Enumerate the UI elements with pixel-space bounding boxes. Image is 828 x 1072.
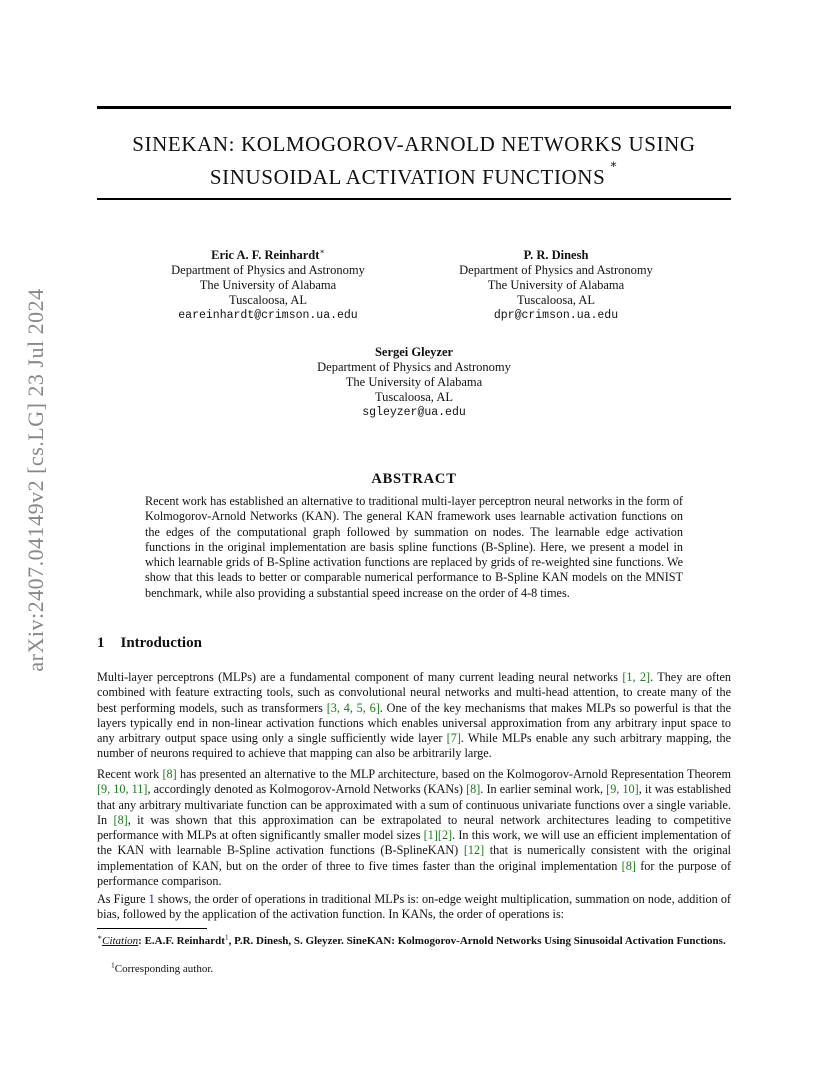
abstract-heading: ABSTRACT bbox=[371, 471, 457, 487]
abstract-text: Recent work has established an alternative to traditional multi-layer perceptron neural networks in the form of Kolmogorov-Arnold Networks (KAN). The general KAN framework uses learnable activation functions on the edges of the computational graph followed by summation on nodes. The learnable edge activation functions in the original implementation are basis spline functions (B-Spline). Here, we present a model in which learnable grids of B-Spline activation functions are replaced by grids of re-weighted sine functions. We show that this leads to better or comparable numerical performance to B-Spline KAN models on the MNIST benchmark, while also providing a substantial speed increase on the order of 4-8 times. bbox=[145, 494, 683, 600]
arxiv-side-stamp: arXiv:2407.04149v2 [cs.LG] 23 Jul 2024 bbox=[23, 288, 48, 672]
footnote-marker: 1 bbox=[111, 960, 115, 970]
author-city: Tuscaloosa, AL bbox=[374, 390, 453, 404]
paragraph-text: , it was shown that this approximation can be extrapolated to neural network architectures leading to competitive performance with MLPs at often significantly smaller model sizes bbox=[97, 812, 731, 843]
paragraph-text: shows, the order of operations in traditional MLPs is: on-edge weight multiplication, summation on node, addition of bias, followed by the application of the activation function. In KANs, the order of operations is: bbox=[97, 892, 731, 922]
author-name: P. R. Dinesh bbox=[523, 248, 589, 262]
author-university: The University of Alabama bbox=[345, 375, 483, 389]
footnote-sup: 1 bbox=[224, 932, 229, 942]
paper-title-line-2: SINUSOIDAL ACTIVATION FUNCTIONS∗ bbox=[209, 157, 619, 189]
paragraph-text: , accordingly denoted as Kolmogorov-Arnold Networks (KANs) bbox=[147, 782, 467, 797]
footnote-text: : E.A.F. Reinhardt bbox=[138, 935, 225, 947]
paper-title-line-1: SINEKAN: KOLMOGOROV-ARNOLD NETWORKS USING bbox=[132, 132, 696, 156]
author-block-reinhardt bbox=[118, 248, 418, 323]
citation-link[interactable]: [8] bbox=[162, 767, 177, 781]
section-title: Introduction bbox=[120, 635, 202, 651]
author-department: Department of Physics and Astronomy bbox=[171, 263, 365, 277]
title-footnote-marker: ∗ bbox=[609, 157, 619, 171]
citation-link[interactable]: [12] bbox=[463, 843, 485, 858]
author-university: The University of Alabama bbox=[487, 278, 625, 292]
footnote-text: , P.R. Dinesh, S. Gleyzer. SineKAN: Kolmogorov-Arnold Networks Using Sinusoidal Activation Functions. bbox=[228, 935, 726, 947]
section-number: 1 bbox=[97, 635, 105, 651]
figure-link[interactable]: 1 bbox=[148, 892, 155, 906]
paragraph-text: . One of the key mechanisms that makes MLPs so powerful is that the layers typically end in non-linear activation functions which enables universal approximation from any arbitrary input space to any arbitrary output space using only a single sufficiently wide layer bbox=[97, 700, 731, 746]
citation-link[interactable]: [8] bbox=[113, 812, 128, 827]
author-block-gleyzer bbox=[264, 345, 564, 420]
footnote-marker: ∗ bbox=[97, 932, 103, 942]
paragraph-text: As Figure bbox=[97, 892, 149, 906]
author-marker: ∗ bbox=[319, 246, 325, 256]
author-department: Department of Physics and Astronomy bbox=[459, 263, 653, 277]
title-top-rule bbox=[97, 106, 731, 109]
intro-paragraph-3 bbox=[97, 892, 731, 923]
author-university: The University of Alabama bbox=[199, 278, 337, 292]
footnote-rule bbox=[97, 928, 207, 929]
paragraph-text: . In this work, we will use an efficient implementation of the KAN with learnable B-Spline activation functions (B-SplineKAN) bbox=[97, 828, 731, 858]
author-email[interactable]: eareinhardt@crimson.ua.edu bbox=[178, 309, 358, 322]
paragraph-text: , it was established that any arbitrary multivariate function can be approximated with a sum of continuous univariate functions over a single variable. In bbox=[97, 782, 731, 827]
footnote-citation bbox=[97, 932, 731, 948]
paragraph-text: has presented an alternative to the MLP architecture, based on the Kolmogorov-Arnold Representation Theorem bbox=[176, 767, 731, 781]
author-email[interactable]: dpr@crimson.ua.edu bbox=[493, 309, 619, 322]
author-name: Eric A. F. Reinhardt bbox=[211, 248, 320, 262]
paragraph-text: for the purpose of performance comparison. bbox=[97, 858, 732, 889]
citation-link[interactable]: [7] bbox=[446, 731, 461, 746]
author-email[interactable]: sgleyzer@ua.edu bbox=[362, 406, 466, 419]
citation-link[interactable]: [1, 2] bbox=[622, 670, 651, 684]
author-city: Tuscaloosa, AL bbox=[228, 293, 307, 307]
section-heading-introduction bbox=[97, 635, 202, 652]
paragraph-text: . While MLPs enable any such arbitrary mapping, the number of neurons required to achieve that mapping can also be arbitrarily large. bbox=[97, 731, 732, 761]
paragraph-text: Recent work bbox=[97, 767, 163, 781]
author-department: Department of Physics and Astronomy bbox=[317, 360, 511, 374]
intro-paragraph-1 bbox=[97, 670, 731, 762]
footnote-text: Corresponding author. bbox=[114, 963, 214, 975]
paragraph-text: . In earlier seminal work, bbox=[480, 782, 607, 797]
citation-link[interactable]: [8] bbox=[621, 858, 636, 873]
paragraph-text: that is numerically consistent with the original implementation of KAN, but on the order of three to five times faster than the original implementation bbox=[97, 843, 731, 873]
footnote-corresponding bbox=[111, 960, 745, 976]
citation-link[interactable]: [1][2] bbox=[423, 828, 453, 843]
author-city: Tuscaloosa, AL bbox=[516, 293, 595, 307]
author-name: Sergei Gleyzer bbox=[374, 345, 454, 359]
citation-link[interactable]: [3, 4, 5, 6] bbox=[326, 700, 380, 715]
intro-paragraph-2 bbox=[97, 767, 731, 889]
citation-link[interactable]: [8] bbox=[466, 782, 481, 797]
author-block-dinesh bbox=[406, 248, 706, 323]
paragraph-text: Multi-layer perceptrons (MLPs) are a fundamental component of many current leading neural networks bbox=[97, 670, 623, 684]
paragraph-text: . They are often combined with feature extracting tools, such as convolutional neural networks and multi-head attention, to create many of the best performing models, such as transformers bbox=[97, 670, 731, 715]
footnote-citation-label[interactable]: Citation bbox=[102, 935, 139, 947]
citation-link[interactable]: [9, 10, 11] bbox=[97, 782, 148, 797]
title-bottom-rule bbox=[97, 198, 731, 200]
citation-link[interactable]: [9, 10] bbox=[606, 782, 639, 797]
